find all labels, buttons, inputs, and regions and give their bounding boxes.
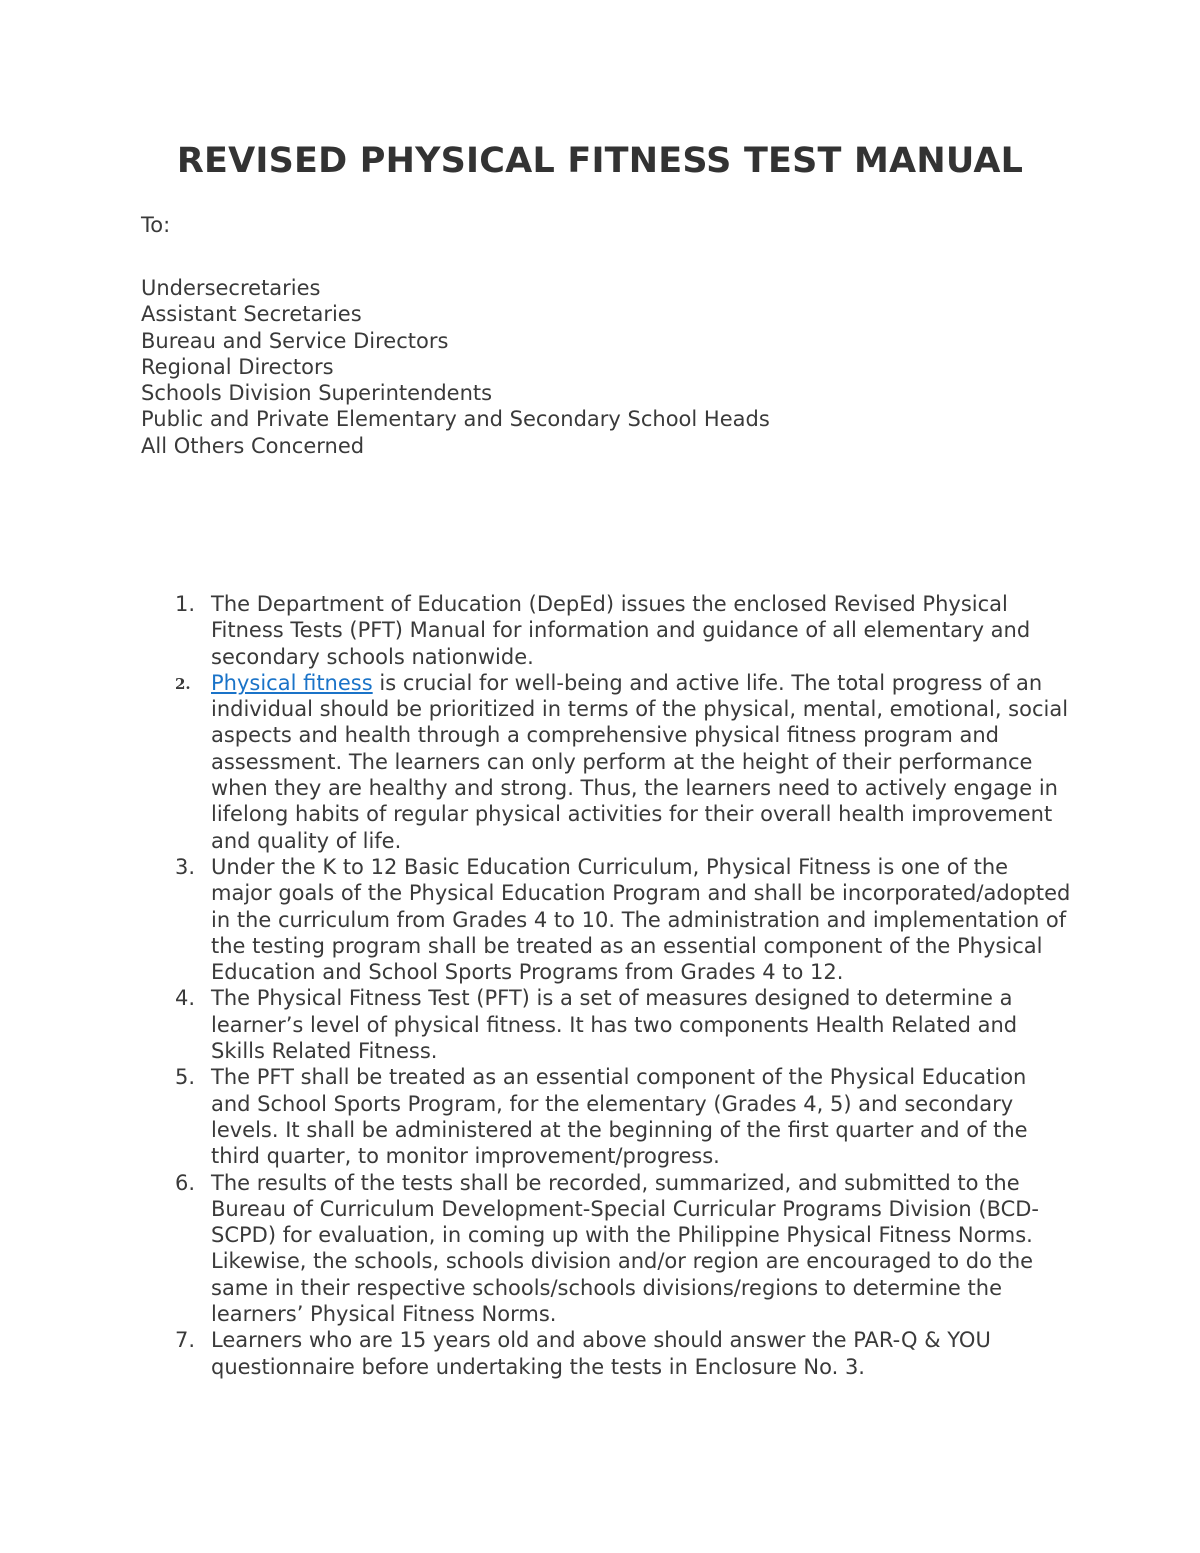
item-number: 4. xyxy=(175,986,196,1011)
physical-fitness-link[interactable]: Physical fitness xyxy=(211,670,373,695)
item-number: 2. xyxy=(175,674,191,693)
list-item xyxy=(141,1064,1071,1169)
list-item xyxy=(141,591,1071,670)
item-number: 1. xyxy=(175,592,196,616)
list-item xyxy=(141,854,1071,985)
list-item xyxy=(141,985,1071,1064)
item-text: The PFT shall be treated as an essential component of the Physical Education and School Sports Program, for the elementary (Grades 4, 5) and secondary levels. It shall be administered at the beginning of the first quarter and of the third quarter, to monitor improvement/progress. xyxy=(211,1065,1028,1169)
document-title: REVISED PHYSICAL FITNESS TEST MANUAL xyxy=(176,141,1024,181)
recipient-item: Public and Private Elementary and Secondary School Heads xyxy=(141,407,770,432)
recipient-item: Schools Division Superintendents xyxy=(141,381,493,406)
item-text: is crucial for well-being and active life. The total progress of an individual should be prioritized in terms of the physical, mental, emotional, social aspects and health through a comprehensive physical fitness program and assessment. The learners can only perform at the height of their performance when they are healthy and strong. Thus, the learners need to actively engage in lifelong habits of regular physical activities for their overall health improvement and quality of life. xyxy=(211,670,1069,853)
recipient-item: Undersecretaries xyxy=(141,276,321,300)
list-item xyxy=(141,1170,1071,1328)
recipient-item: Assistant Secretaries xyxy=(141,302,362,327)
item-text: Learners who are 15 years old and above should answer the PAR-Q & YOU questionnaire before undertaking the tests in Enclosure No. 3. xyxy=(211,1328,991,1379)
recipient-item: All Others Concerned xyxy=(141,433,365,458)
recipient-list xyxy=(141,275,770,459)
to-label: To: xyxy=(141,213,171,237)
recipient-item: Regional Directors xyxy=(141,354,334,379)
item-number: 3. xyxy=(175,854,196,879)
item-text: The results of the tests shall be recorded, summarized, and submitted to the Bureau of Curriculum Development-Special Curricular Programs Division (BCD-SCPD) for evaluation, in coming up with the Philippine Physical Fitness Norms. Likewise, the schools, schools division and/or region are encouraged to do the same in their respective schools/schools divisions/regions to determine the learners’ Physical Fitness Norms. xyxy=(211,1170,1040,1327)
item-text: Under the K to 12 Basic Education Curriculum, Physical Fitness is one of the major goals of the Physical Education Program and shall be incorporated/adopted in the curriculum from Grades 4 to 10. The administration and implementation of the testing program shall be treated as an essential component of the Physical Education and School Sports Programs from Grades 4 to 12. xyxy=(211,854,1071,985)
item-number: 6. xyxy=(175,1170,196,1195)
item-text: The Department of Education (DepEd) issues the enclosed Revised Physical Fitness Tests (PFT) Manual for information and guidance of all elementary and secondary schools nationwide. xyxy=(211,592,1031,669)
item-number: 5. xyxy=(175,1065,196,1090)
recipient-item: Bureau and Service Directors xyxy=(141,328,449,353)
list-item xyxy=(141,670,1071,854)
numbered-list xyxy=(141,591,1071,1380)
item-text: The Physical Fitness Test (PFT) is a set of measures designed to determine a learner’s level of physical fitness. It has two components Health Related and Skills Related Fitness. xyxy=(211,986,1018,1064)
item-number: 7. xyxy=(175,1328,196,1353)
list-item xyxy=(141,1327,1071,1380)
